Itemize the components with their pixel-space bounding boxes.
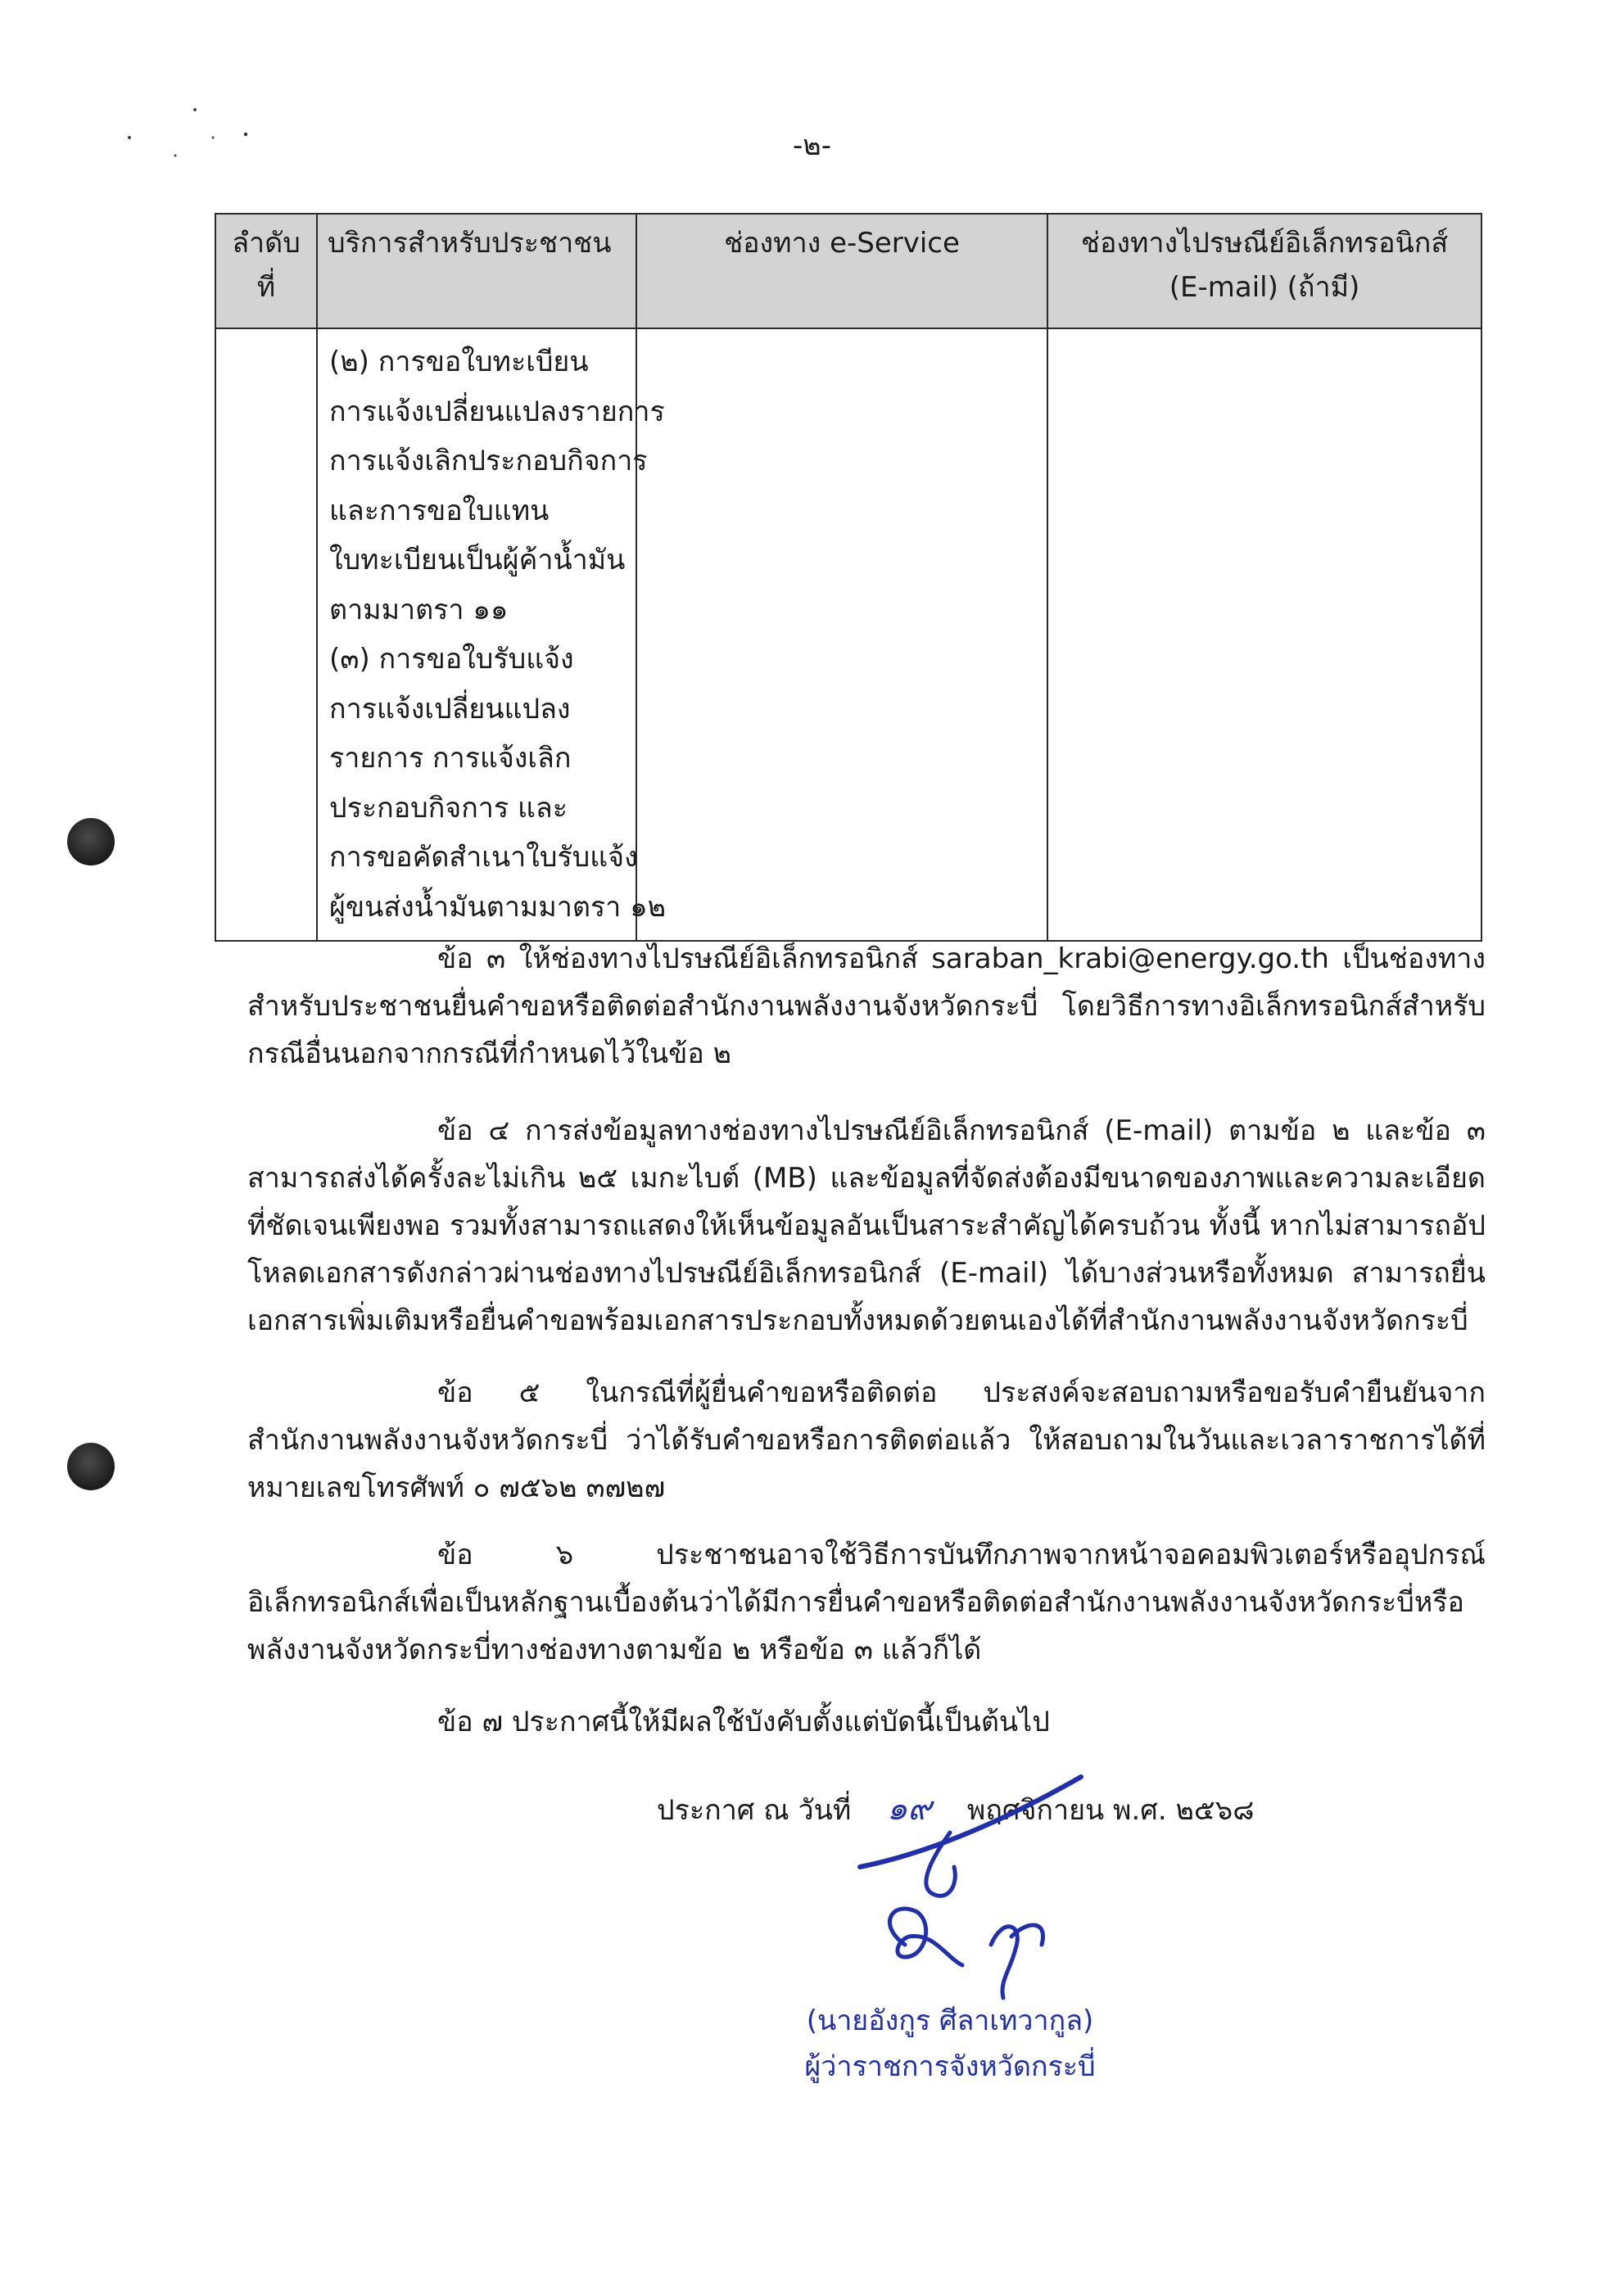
signatory-block	[770, 1998, 1130, 2090]
punch-hole	[67, 818, 115, 866]
clause-paragraph: ข้อ ๕ ในกรณีที่ผู้ยื่นคำขอหรือติดต่อ ประสงค์จะสอบถามหรือขอรับคำยืนยันจากสำนักงานพลังงานจังหวัดกระบี่ ว่าได้รับคำขอหรือการติดต่อแล้ว ให้สอบถามในวันและเวลาราชการได้ที่หมายเลขโทรศัพท์ ๐ ๗๕๖๒ ๓๗๒๗	[247, 1376, 1486, 1504]
scan-specks	[123, 98, 270, 164]
clause-paragraph: ข้อ ๔ การส่งข้อมูลทางช่องทางไปรษณีย์อิเล็กทรอนิกส์ (E-mail) ตามข้อ ๒ และข้อ ๓ สามารถส่งได้ครั้งละไม่เกิน ๒๕ เมกะไบต์ (MB) และข้อมูลที่จัดส่งต้องมีขนาดของภาพและความละเอียดที่ชัดเจนเพียงพอ รวมทั้งสามารถแสดงให้เห็นข้อมูลอันเป็นสาระสำคัญได้ครบถ้วน ทั้งนี้ หากไม่สามารถอัปโหลดเอกสารดังกล่าวผ่านช่องทางไปรษณีย์อิเล็กทรอนิกส์ (E-mail) ได้บางส่วนหรือทั้งหมด สามารถยื่นเอกสารเพิ่มเติมหรือยื่นคำขอพร้อมเอกสารประกอบทั้งหมดด้วยตนเองได้ที่สำนักงานพลังงานจังหวัดกระบี่	[247, 1114, 1486, 1337]
service-line: ตามมาตรา ๑๑	[329, 593, 509, 626]
service-channel-table	[215, 213, 1482, 942]
handwritten-day: ๑๙	[886, 1790, 932, 1828]
service-line: การแจ้งเลิกประกอบกิจการ	[329, 445, 648, 477]
announcement-date: ประกาศ ณ วันที่ ๑๙ พฤศจิกายน พ.ศ. ๒๕๖๘	[657, 1782, 1254, 1834]
signatory-name: (นายอังกูร ศีลาเทวากูล)	[806, 2004, 1094, 2037]
service-line: (๓) การขอใบรับแจ้ง	[329, 643, 574, 676]
clause-paragraph: ข้อ ๗ ประกาศนี้ให้มีผลใช้บังคับตั้งแต่บัดนี้เป็นต้นไป	[437, 1706, 1050, 1738]
header-order: ลำดับ ที่	[215, 214, 317, 328]
service-line: ผู้ขนส่งน้ำมันตามมาตรา ๑๒	[329, 890, 667, 924]
table-row	[215, 328, 1482, 941]
page-number: -๒-	[793, 129, 831, 162]
header-eservice: ช่องทาง e-Service	[636, 214, 1047, 328]
cell-email	[1047, 328, 1482, 941]
clause-paragraph: ข้อ ๓ ให้ช่องทางไปรษณีย์อิเล็กทรอนิกส์ saraban_krabi@energy.go.th เป็นช่องทางสำหรับประชาชนยื่นคำขอหรือติดต่อสำนักงานพลังงานจังหวัดกระบี่ โดยวิธีการทางอิเล็กทรอนิกส์สำหรับกรณีอื่นนอกจากกรณีที่กำหนดไว้ในข้อ ๒	[247, 942, 1486, 1070]
clause-7	[247, 1698, 1486, 1746]
header-service: บริการสำหรับประชาชน	[317, 214, 636, 328]
clause-5	[247, 1369, 1486, 1512]
service-line: ใบทะเบียนเป็นผู้ค้าน้ำมัน	[329, 544, 626, 576]
clause-3	[247, 935, 1486, 1078]
header-email: ช่องทางไปรษณีย์อิเล็กทรอนิกส์ (E-mail) (ถ้ามี)	[1047, 214, 1482, 328]
cell-service	[317, 328, 667, 941]
service-line: (๒) การขอใบทะเบียน	[329, 346, 589, 378]
cell-eservice	[636, 328, 1047, 941]
service-line: และการขอใบแทน	[329, 494, 550, 527]
clause-6	[247, 1531, 1486, 1674]
service-line: รายการ การแจ้งเลิก	[329, 742, 572, 775]
clause-4	[247, 1107, 1486, 1345]
punch-hole	[67, 1443, 115, 1490]
cell-order	[215, 328, 317, 941]
service-line: ประกอบกิจการ และ	[329, 791, 568, 825]
signatory-position: ผู้ว่าราชการจังหวัดกระบี่	[804, 2050, 1096, 2083]
service-line: การแจ้งเปลี่ยนแปลงรายการ	[329, 395, 665, 428]
service-line: การแจ้งเปลี่ยนแปลง	[329, 692, 571, 725]
service-line: การขอคัดสำเนาใบรับแจ้ง	[329, 841, 638, 874]
clause-paragraph: ข้อ ๖ ประชาชนอาจใช้วิธีการบันทึกภาพจากหน้าจอคอมพิวเตอร์หรืออุปกรณ์อิเล็กทรอนิกส์เพื่อเป็นหลักฐานเบื้องต้นว่าได้มีการยื่นคำขอหรือติดต่อสำนักงานพลังงานจังหวัดกระบี่หรือพลังงานจังหวัดกระบี่ทางช่องทางตามข้อ ๒ หรือข้อ ๓ แล้วก็ได้	[247, 1539, 1486, 1666]
signature	[827, 1760, 1138, 2031]
